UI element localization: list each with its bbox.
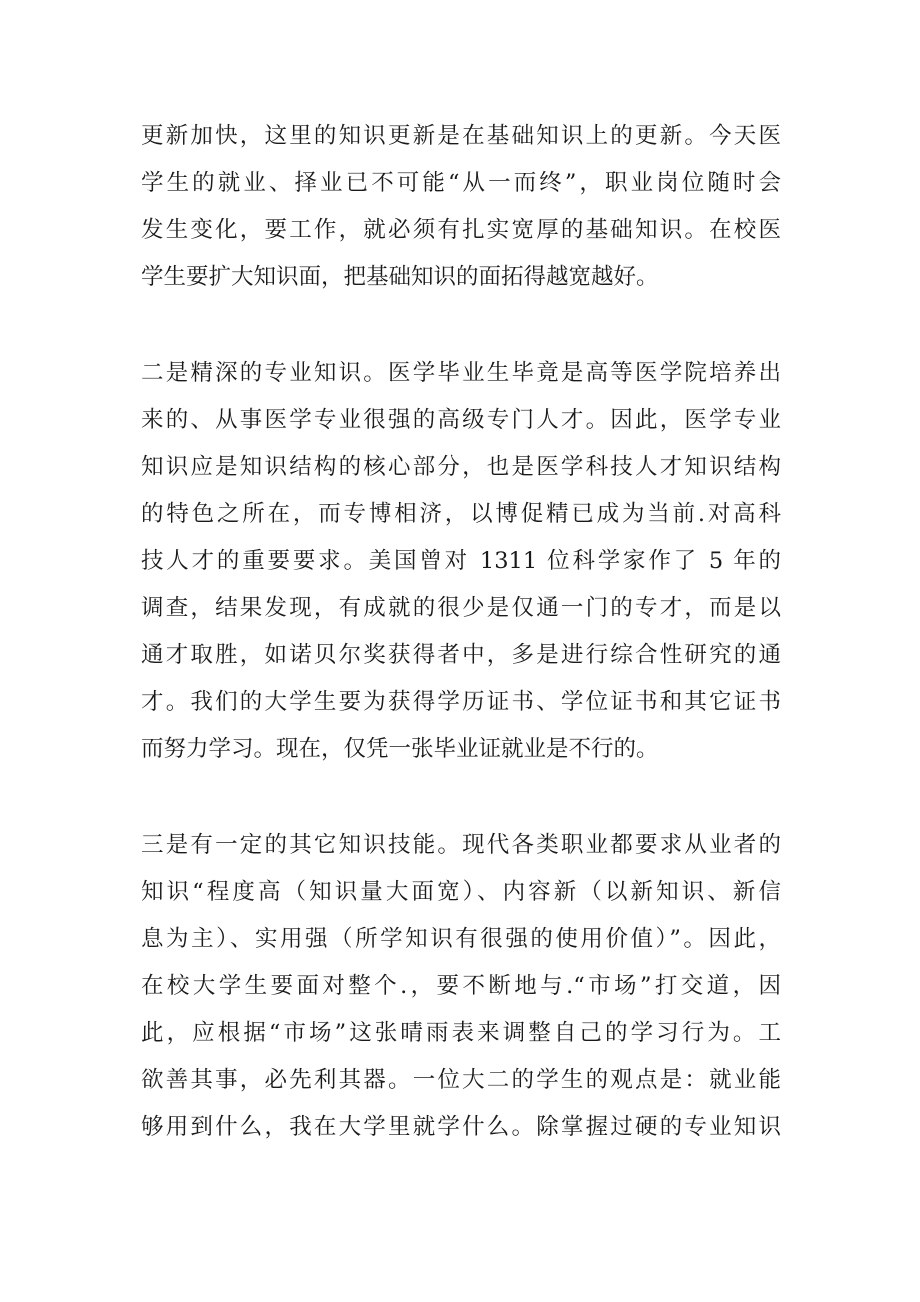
text-line: 知识“程度高（知识量大面宽）、内容新（以新知识、新信 [141,879,781,905]
text-line: 才。我们的大学生要为获得学历证书、学位证书和其它证书 [141,689,781,715]
text-line: 够用到什么，我在大学里就学什么。除掌握过硬的专业知识 [141,1114,781,1140]
text-line: 学生要扩大知识面，把基础知识的面拓得越宽越好。 [141,264,659,290]
text-line: 的特色之所在，而专博相济，以博促精已成为当前.对高科 [141,501,781,527]
paragraph-professional-knowledge [141,350,781,773]
text-line: 更新加快，这里的知识更新是在基础知识上的更新。今天医 [141,123,781,149]
paragraph-other-skills [141,822,781,1151]
text-line: 知识应是知识结构的核心部分，也是医学科技人才知识结构 [141,454,781,480]
text-line: 三是有一定的其它知识技能。现代各类职业都要求从业者的 [141,832,781,858]
text-line: 在校大学生要面对整个.，要不断地与.“市场”打交道，因 [141,973,781,999]
text-line: 学生的就业、择业已不可能“从一而终”，职业岗位随时会 [141,170,781,196]
text-line: 来的、从事医学专业很强的高级专门人才。因此，医学专业 [141,407,781,433]
text-line: 二是精深的专业知识。医学毕业生毕竟是高等医学院培养出 [141,360,781,386]
text-line: 调查，结果发现，有成就的很少是仅通一门的专才，而是以 [141,595,781,621]
text-line: 息为主）、实用强（所学知识有很强的使用价值）”。因此， [141,926,781,952]
text-line: 此，应根据“市场”这张晴雨表来调整自己的学习行为。工 [141,1020,781,1046]
text-line: 发生变化，要工作，就必须有扎实宽厚的基础知识。在校医 [141,217,781,243]
text-line: 欲善其事，必先利其器。一位大二的学生的观点是：就业能 [141,1067,781,1093]
text-line: 通才取胜，如诺贝尔奖获得者中，多是进行综合性研究的通 [141,642,781,668]
text-line: 而努力学习。现在，仅凭一张毕业证就业是不行的。 [141,736,659,762]
paragraph-basic-knowledge [141,113,781,301]
text-line: 技人才的重要要求。美国曾对 1311 位科学家作了 5 年的 [141,548,781,574]
